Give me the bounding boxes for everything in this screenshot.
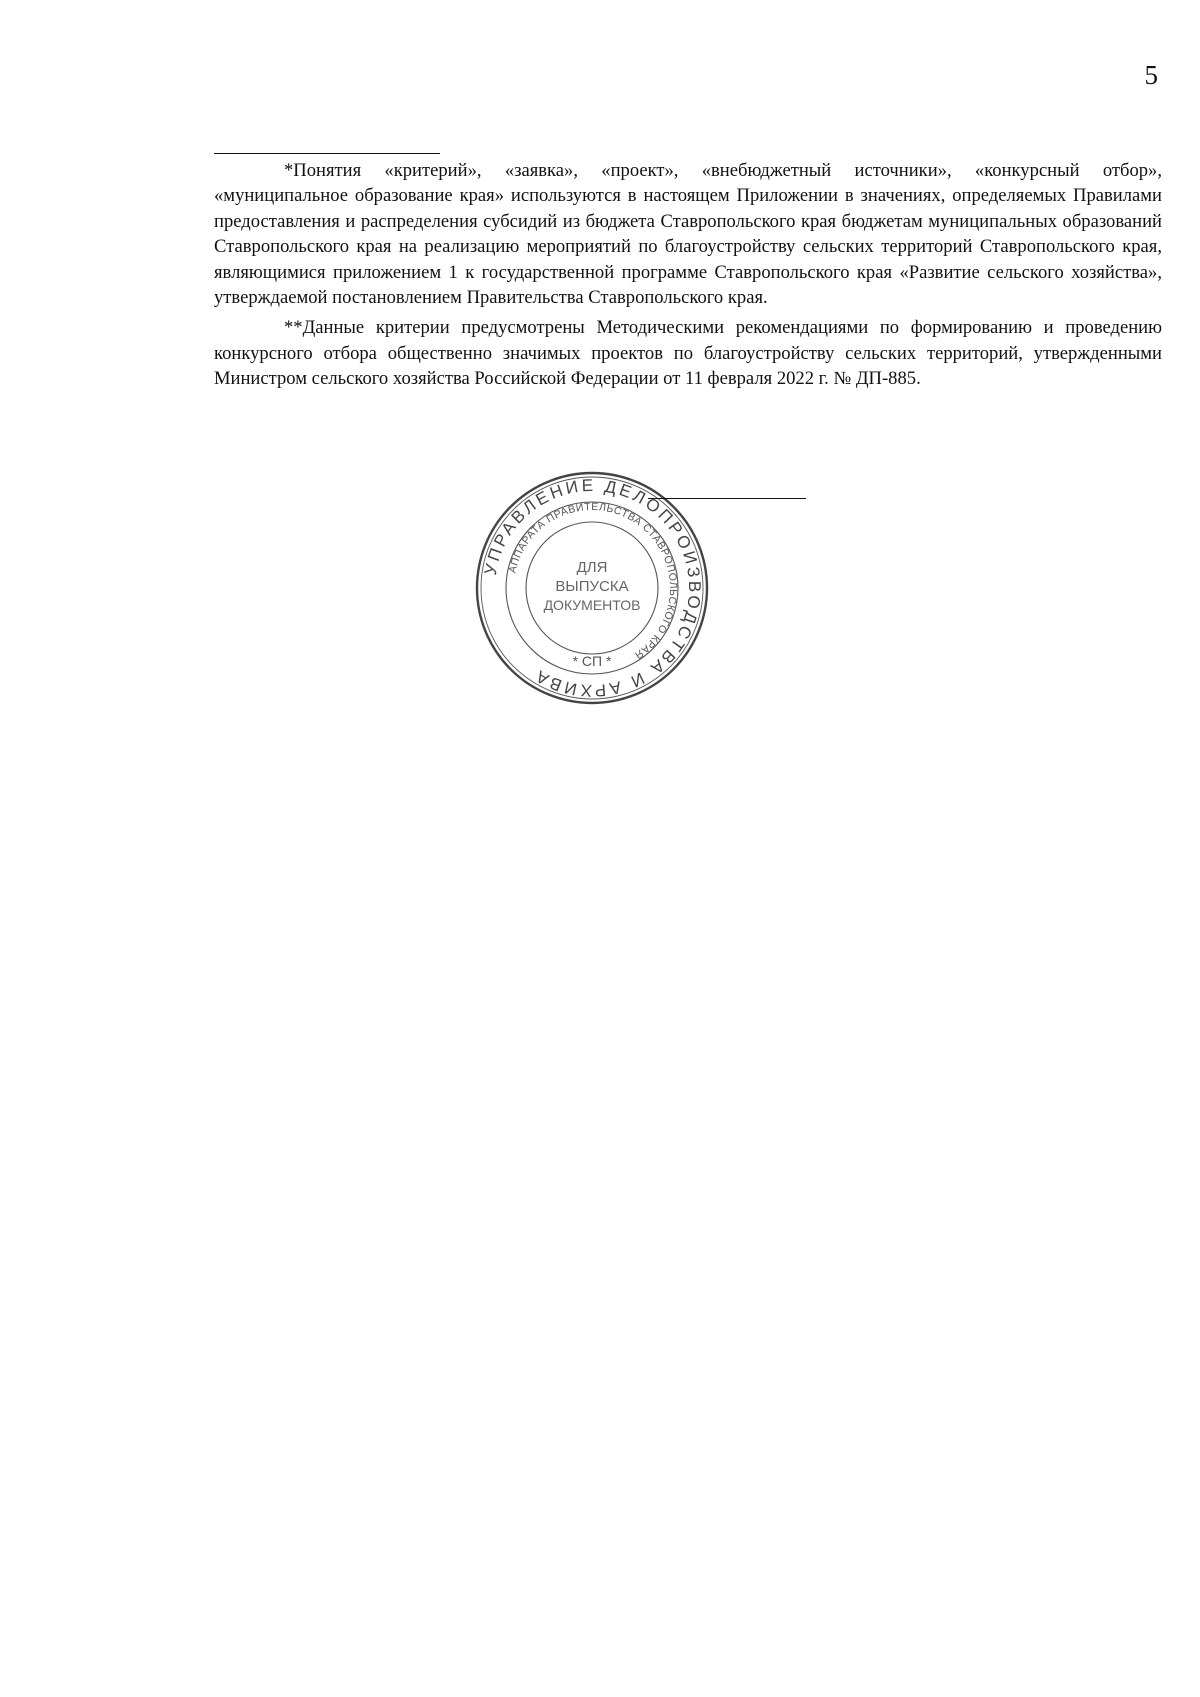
stamp-inner-text: АППАРАТА ПРАВИТЕЛЬСТВА СТАВРОПОЛЬСКОГО КРАЯ [506,500,680,662]
stamp-center-line-2: ВЫПУСКА [555,578,629,595]
footnotes-section [214,158,1162,392]
stamp-outer-text: УПРАВЛЕНИЕ ДЕЛОПРОИЗВОДСТВА И АРХИВА [480,475,705,701]
stamp-bottom-code: * СП * [572,653,612,669]
page-number: 5 [1144,60,1158,90]
stamp-center-line-3: ДОКУМЕНТОВ [543,597,641,613]
footnote-separator [214,153,440,154]
official-stamp [474,470,710,706]
stamp-center-line-1: ДЛЯ [576,559,608,576]
footnote-2: **Данные критерии предусмотрены Методическими рекомендациями по формированию и проведению конкурсного отбора общественно значимых проектов по благоустройству сельских территорий, утвержденными Министром сельского хозяйства Российской Федерации от 11 февраля 2022 г. № ДП-885. [214,317,1162,390]
stamp-signature-line [648,498,806,499]
footnote-1: *Понятия «критерий», «заявка», «проект», «внебюджетный источники», «конкурсный отбор», «муниципальное образование края» используются в настоящем Приложении в значениях, определяемых Правилами предоставления и распределения субсидий из бюджета Ставропольского края бюджетам муниципальных образований Ставропольского края на реализацию мероприятий по благоустройству сельских территорий Ставропольского края, являющимися приложением 1 к государственной программе Ставропольского края «Развитие сельского хозяйства», утверждаемой постановлением Правительства Ставропольского края. [214,160,1162,309]
